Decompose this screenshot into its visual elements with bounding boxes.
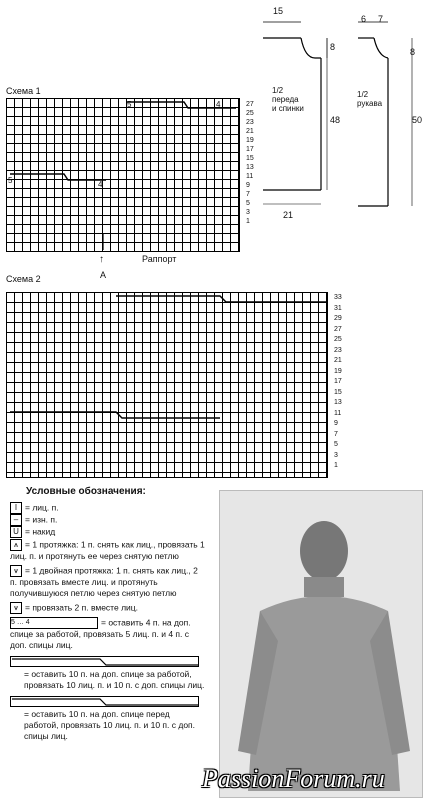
row-number: 1: [246, 218, 250, 225]
body-bottom-width: 21: [283, 210, 294, 220]
legend-text: = провязать 2 п. вместе лиц.: [25, 602, 139, 613]
scheme2-row-numbers: [334, 293, 350, 472]
row-number: 3: [246, 209, 250, 216]
row-number: 15: [334, 388, 342, 396]
scheme1-arrow-label: A: [100, 270, 107, 280]
watermark: PassionForum.ru: [202, 764, 385, 793]
legend: [10, 502, 205, 742]
legend-item: [10, 502, 205, 514]
single-decrease-icon: ⩚: [10, 539, 22, 551]
legend-text: = оставить 4 п. на доп. спице за работой, провязать 5 лиц. п. и 4 п. с доп. спицы лиц.: [10, 617, 191, 650]
row-number: 21: [334, 357, 342, 364]
legend-text: = оставить 10 п. на доп. спице за работой, провязать 10 лиц. п. и 10 п. с доп. спицы лиц.: [24, 669, 205, 690]
sleeve-title-line2: рукава: [357, 99, 383, 108]
row-number: 25: [334, 336, 342, 343]
row-number: 17: [334, 378, 342, 385]
body-depth: 8: [330, 42, 336, 52]
row-number: 31: [334, 304, 342, 312]
body-height: 48: [330, 115, 341, 125]
scheme1-marker-left: 5: [127, 100, 132, 109]
sleeve-title-line1: 1/2: [357, 90, 369, 99]
body-title: [272, 86, 304, 113]
row-number: 5: [334, 441, 338, 448]
legend-item: [10, 526, 205, 538]
scheme1-row-numbers: [246, 100, 262, 226]
sleeve-title: [357, 90, 382, 108]
row-number: 17: [246, 146, 254, 153]
row-number: 1: [334, 462, 338, 469]
legend-title: Условные обозначения:: [26, 486, 146, 497]
scheme1-marker2-left: 5: [8, 176, 13, 185]
legend-text: = 1 двойная протяжка: 1 п. снять как лиц., 2 п. провязать вместе лиц. и протянуть получившуюся петлю через снятую петлю: [10, 565, 198, 598]
body-title-line2: переда: [272, 95, 299, 104]
legend-text: = лиц. п.: [25, 502, 59, 513]
row-number: 19: [334, 367, 342, 375]
row-number: 11: [334, 409, 342, 417]
row-number: 27: [246, 101, 254, 108]
row-number: 3: [334, 451, 338, 459]
cable-20-back-icon: [10, 655, 200, 669]
row-number: 7: [334, 430, 338, 438]
row-number: 23: [246, 119, 254, 126]
row-number: 23: [334, 346, 342, 354]
row-number: 11: [246, 173, 254, 180]
cable-9-icon: 5 … 4: [10, 617, 98, 629]
body-title-line1: 1/2: [272, 86, 284, 95]
legend-text: = 1 протяжка: 1 п. снять как лиц., провязать 1 лиц. п. и протянуть ее через снятую петлю: [10, 539, 205, 561]
legend-text: = изн. п.: [25, 514, 58, 525]
scheme2-cable-lines: [6, 292, 328, 478]
row-number: 13: [246, 164, 254, 171]
legend-text: = накид: [25, 526, 56, 537]
row-number: 13: [334, 399, 342, 406]
body-title-line3: и спинки: [272, 104, 304, 113]
row-number: 7: [246, 191, 250, 198]
k2tog-icon: ⩛: [10, 602, 22, 614]
sleeve-top-left: 6: [361, 14, 367, 24]
sleeve-height: 50: [412, 115, 423, 125]
legend-text: = оставить 10 п. на доп. спице перед работой, провязать 10 лиц. п. и 10 п. с доп. спицы лиц.: [24, 709, 196, 741]
scheme1-cable-lines: [6, 98, 240, 252]
cable-20-front-icon: [10, 695, 200, 709]
model-photo: [219, 490, 423, 798]
purl-symbol-icon: –: [10, 514, 22, 526]
legend-item: [10, 539, 205, 562]
body-top-width: 15: [273, 6, 284, 16]
row-number: 19: [246, 137, 254, 144]
scheme1-marker-right: 4: [216, 100, 221, 109]
scheme1-marker2-right: 4: [98, 180, 103, 189]
legend-item: [10, 602, 205, 614]
sleeve-top-right: 7: [378, 14, 384, 24]
scheme1-repeat-label: Раппорт: [142, 254, 177, 264]
knit-symbol-icon: I: [10, 502, 22, 514]
arrow-up-icon: ↑: [99, 254, 104, 265]
legend-item: [10, 695, 205, 742]
row-number: 21: [246, 128, 254, 135]
row-number: 27: [334, 325, 342, 333]
sleeve-sketch: [350, 8, 425, 213]
row-number: 5: [246, 200, 250, 207]
scheme2-title: Схема 2: [6, 274, 41, 284]
row-number: 25: [246, 110, 254, 117]
sweater-model-illustration: [220, 491, 422, 797]
row-number: 9: [334, 420, 338, 427]
legend-item: [10, 655, 205, 691]
row-number: 33: [334, 294, 342, 301]
double-decrease-icon: ⩛: [10, 565, 22, 577]
row-number: 9: [246, 182, 250, 189]
scheme1-title: Схема 1: [6, 86, 41, 96]
row-number: 15: [246, 155, 254, 162]
legend-item: [10, 514, 205, 526]
row-number: 29: [334, 315, 342, 322]
legend-item: [10, 617, 205, 651]
yarn-over-icon: U: [10, 526, 22, 538]
sleeve-depth: 8: [410, 47, 416, 57]
sleeve-sketch-lines: [350, 8, 425, 213]
legend-item: [10, 565, 205, 599]
